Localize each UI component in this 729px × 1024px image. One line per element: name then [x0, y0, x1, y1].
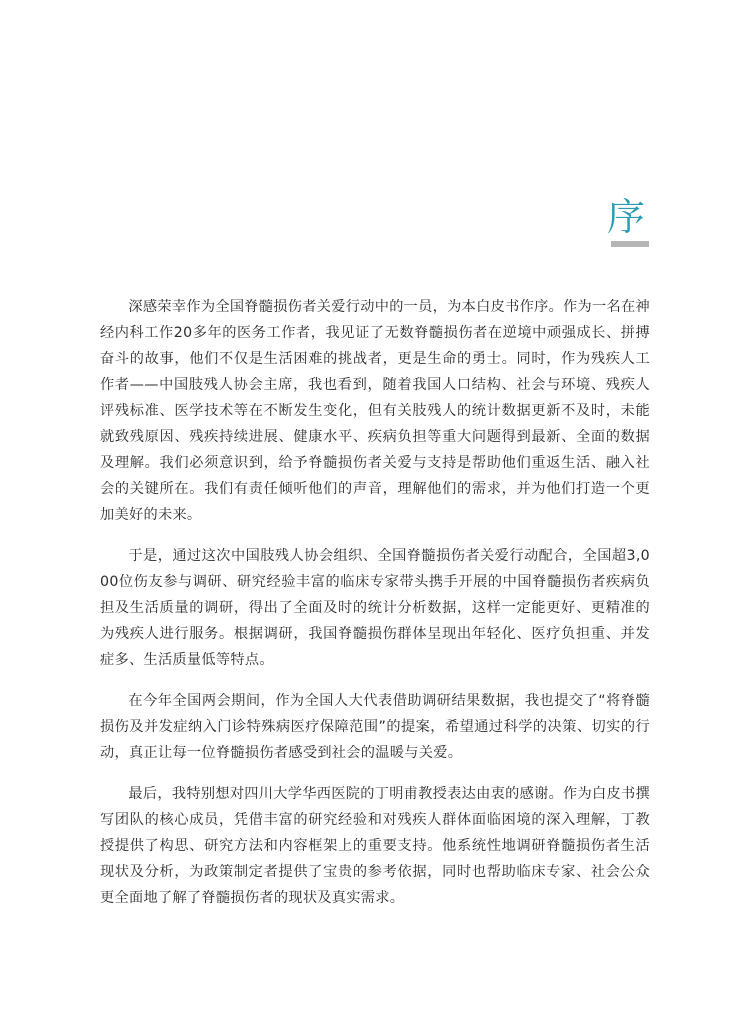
title-underline [611, 241, 649, 247]
paragraph-2: 于是，通过这次中国肢残人协会组织、全国脊髓损伤者关爱行动配合，全国超3,000位伤友参与调研、研究经验丰富的临床专家带头携手开展的中国脊髓损伤者疾病负担及生活质量的调研，得出了全面及时的统计分析数据，这样一定能更好、更精准的为残疾人进行服务。根据调研，我国脊髓损伤群体呈现出年轻化、医疗负担重、并发症多、生活质量低等特点。 [100, 548, 650, 668]
paragraph-4: 最后，我特别想对四川大学华西医院的丁明甫教授表达由衷的感谢。作为白皮书撰写团队的核心成员，凭借丰富的研究经验和对残疾人群体面临困境的深入理解，丁教授提供了构思、研究方法和内容框架上的重要支持。他系统性地调研脊髓损伤者生活现状及分析，为政策制定者提供了宝贵的参考依据，同时也帮助临床专家、社会公众更全面地了解了脊髓损伤者的现状及真实需求。 [100, 786, 650, 906]
paragraph-3: 在今年全国两会期间，作为全国人大代表借助调研结果数据，我也提交了“将脊髓损伤及并发症纳入门诊特殊病医疗保障范围”的提案，希望通过科学的决策、切实的行动，真正让每一位脊髓损伤者感受到社会的温暖与关爱。 [100, 693, 650, 761]
paragraph-1: 深感荣幸作为全国脊髓损伤者关爱行动中的一员，为本白皮书作序。作为一名在神经内科工作20多年的医务工作者，我见证了无数脊髓损伤者在逆境中顽强成长、拼搏奋斗的故事，他们不仅是生活困难的挑战者，更是生命的勇士。同时，作为残疾人工作者——中国肢残人协会主席，我也看到，随着我国人口结构、社会与环境、残疾人评残标准、医学技术等在不断发生变化，但有关肢残人的统计数据更新不及时，未能就致残原因、残疾持续进展、健康水平、疾病负担等重大问题得到最新、全面的数据及理解。我们必须意识到，给予脊髓损伤者关爱与支持是帮助他们重返生活、融入社会的关键所在。我们有责任倾听他们的声音，理解他们的需求，并为他们打造一个更加美好的未来。 [100, 299, 650, 523]
page-title: 序 [606, 195, 645, 239]
body-text [100, 294, 650, 926]
